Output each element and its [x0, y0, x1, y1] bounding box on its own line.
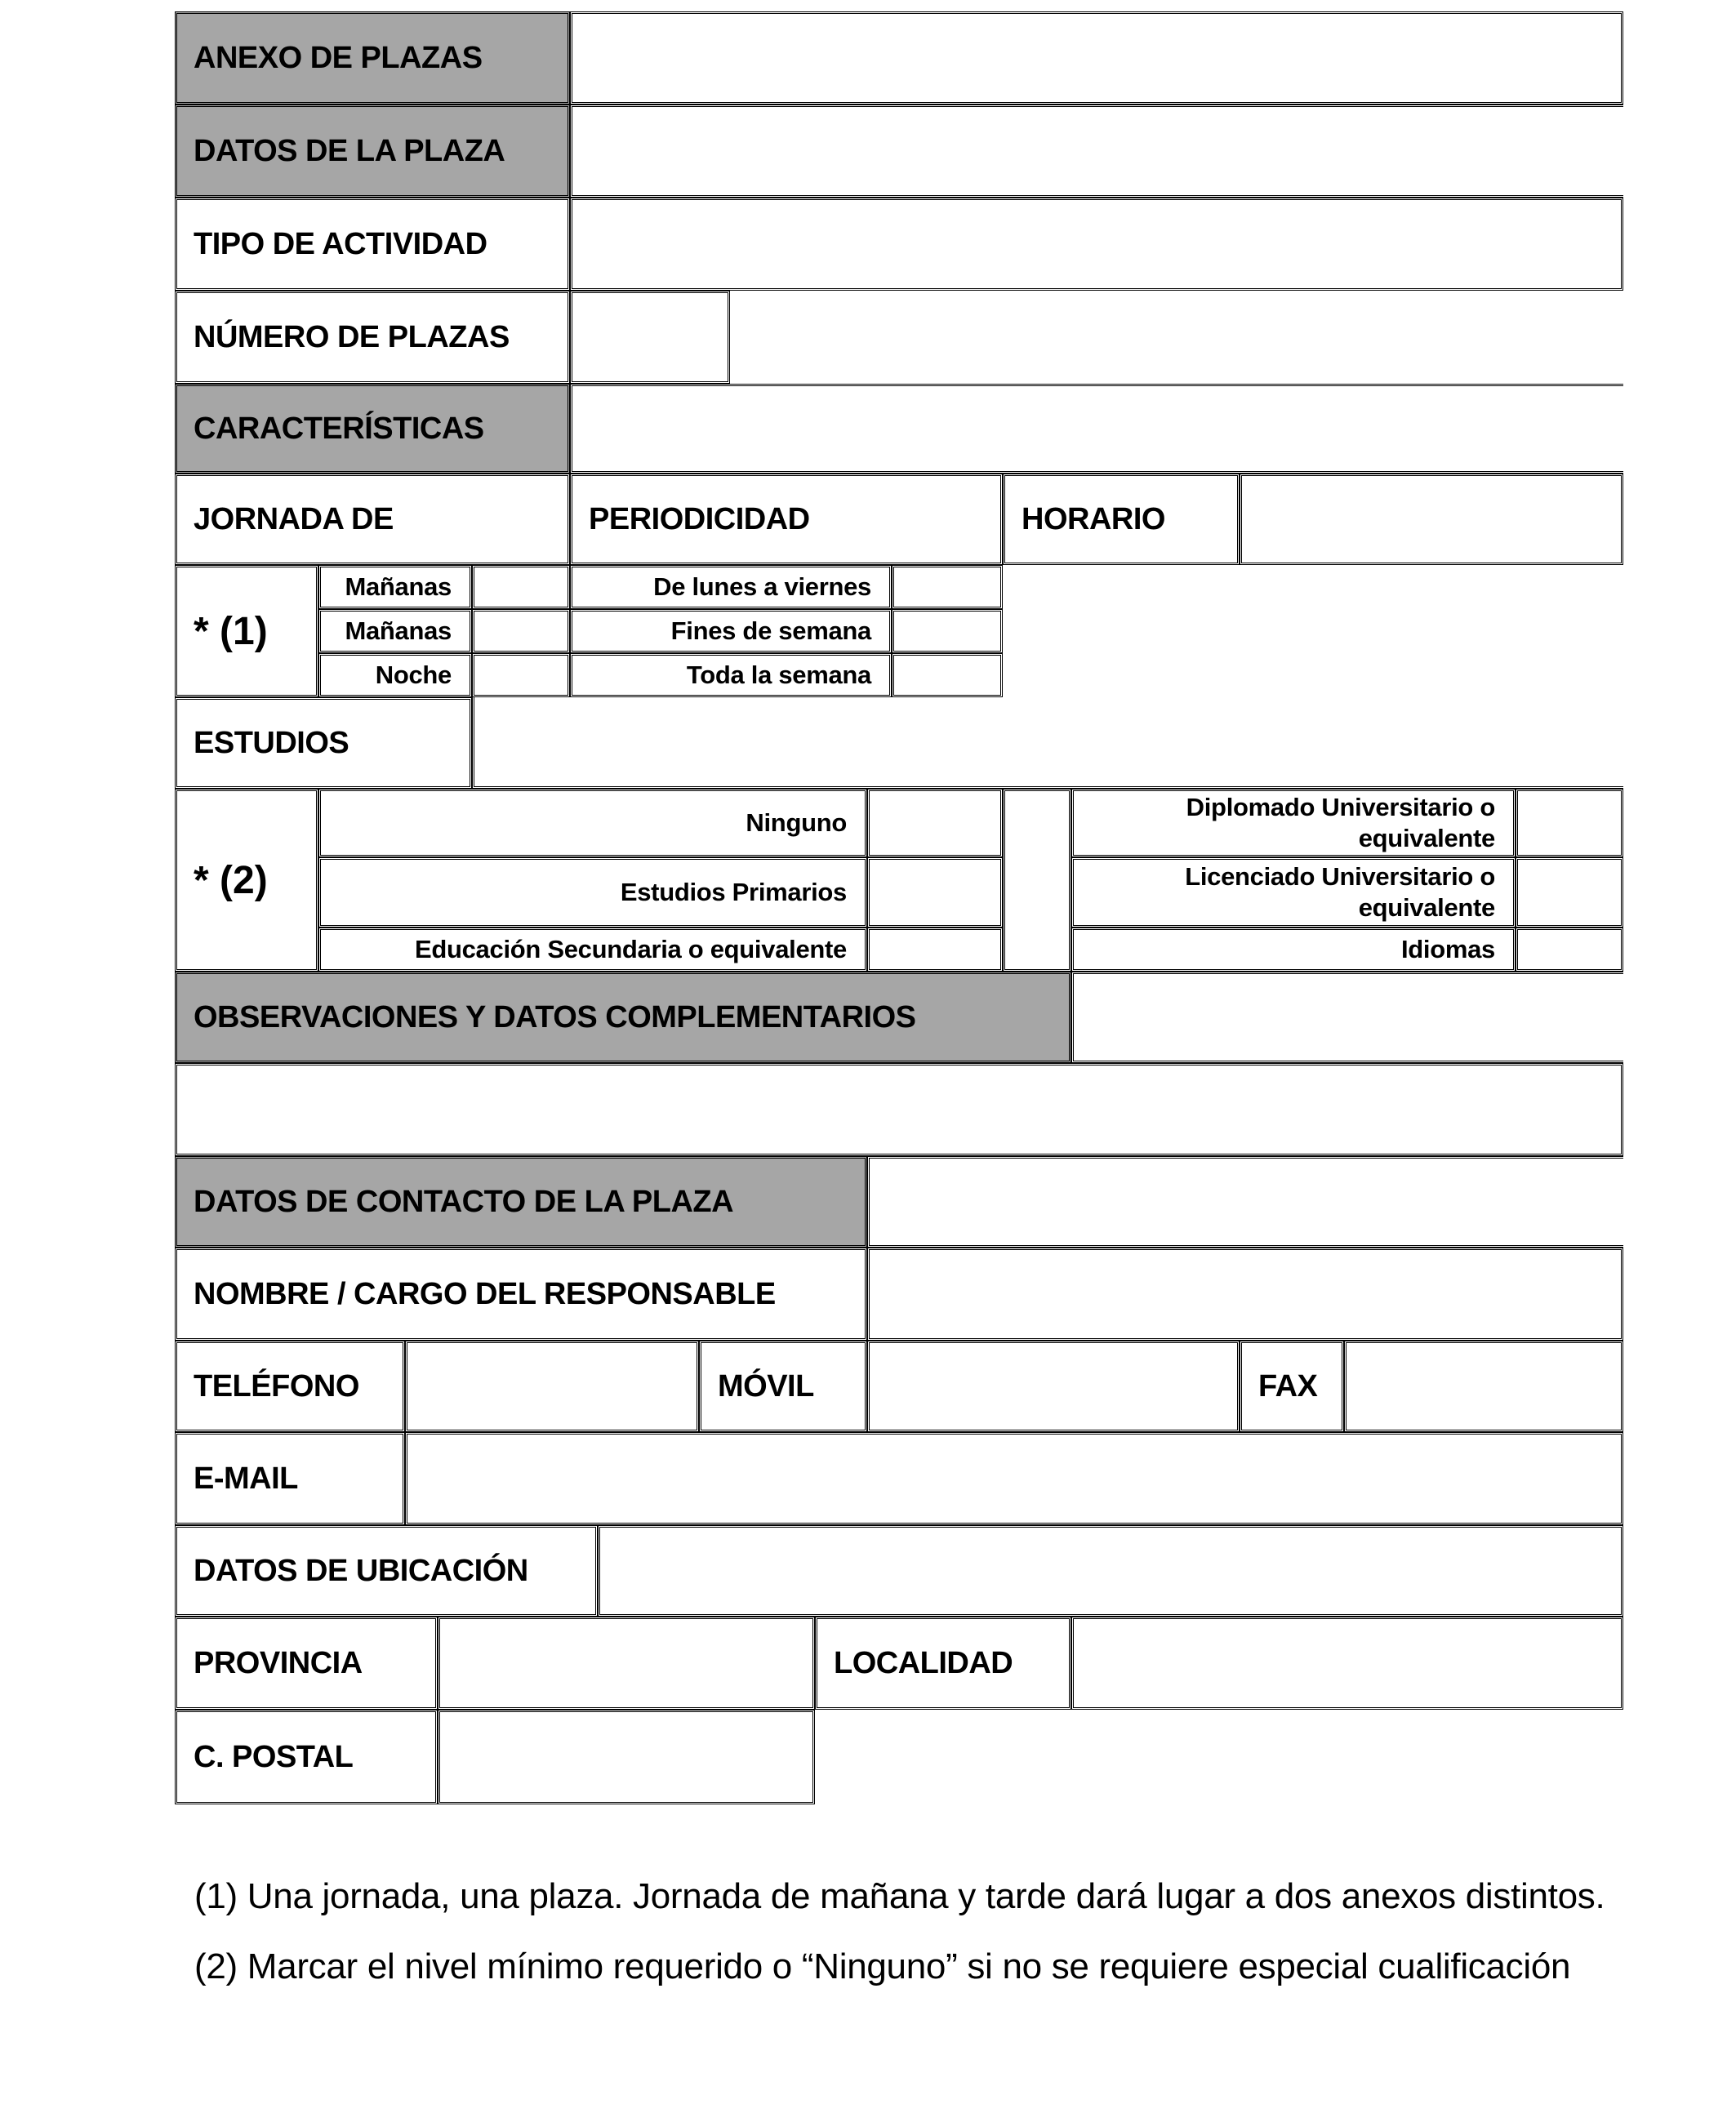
estudios-diplomado-checkbox[interactable] — [1516, 789, 1623, 857]
estudios-secundaria-checkbox[interactable] — [867, 928, 1003, 972]
footnote-1: (1) Una jornada, una plaza. Jornada de mañana y tarde dará lugar a dos anexos distintos. — [194, 1876, 1605, 1916]
estudios-ninguno-checkbox[interactable] — [867, 789, 1003, 857]
estudios-option-label: Educación Secundaria o equivalente — [318, 928, 867, 972]
movil-field[interactable] — [867, 1341, 1240, 1432]
estudios-primarios-checkbox[interactable] — [867, 857, 1003, 928]
movil-label: MÓVIL — [699, 1341, 867, 1432]
observaciones-header: OBSERVACIONES Y DATOS COMPLEMENTARIOS — [175, 972, 1071, 1063]
observaciones-field[interactable] — [175, 1063, 1623, 1156]
tipo-actividad-field[interactable] — [570, 198, 1623, 291]
datos-contacto-header: DATOS DE CONTACTO DE LA PLAZA — [175, 1156, 867, 1248]
nombre-cargo-field[interactable] — [867, 1248, 1623, 1341]
datos-contacto-blank — [867, 1156, 1623, 1248]
periodicidad-label: PERIODICIDAD — [570, 474, 1003, 565]
email-label: E-MAIL — [175, 1432, 405, 1525]
jornada-option-label: Mañanas — [318, 565, 472, 609]
fax-label: FAX — [1240, 1341, 1344, 1432]
estudios-option-label: Estudios Primarios — [318, 857, 867, 928]
periodicidad-option-label: De lunes a viernes — [570, 565, 892, 609]
telefono-field[interactable] — [405, 1341, 699, 1432]
tipo-actividad-label: TIPO DE ACTIVIDAD — [175, 198, 570, 291]
anexo-plazas-field[interactable] — [570, 11, 1623, 105]
periodicidad-lunes-viernes-checkbox[interactable] — [892, 565, 1003, 609]
horario-field[interactable] — [1240, 474, 1623, 565]
caracteristicas-blank — [570, 384, 1623, 474]
estudios-label: ESTUDIOS — [175, 697, 472, 789]
estudios-option-label: Licenciado Universitario o equivalente — [1071, 857, 1516, 928]
localidad-field[interactable] — [1071, 1617, 1623, 1710]
jornada-noche-checkbox[interactable] — [472, 653, 570, 697]
fax-field[interactable] — [1344, 1341, 1623, 1432]
c-postal-label: C. POSTAL — [175, 1710, 438, 1804]
periodicidad-option-label: Toda la semana — [570, 653, 892, 697]
localidad-label: LOCALIDAD — [815, 1617, 1071, 1710]
email-field[interactable] — [405, 1432, 1623, 1525]
provincia-label: PROVINCIA — [175, 1617, 438, 1710]
footnote-2: (2) Marcar el nivel mínimo requerido o “Ninguno” si no se requiere especial cualificación — [194, 1946, 1571, 1986]
estudios-idiomas-checkbox[interactable] — [1516, 928, 1623, 972]
jornada-manana-checkbox-2[interactable] — [472, 609, 570, 653]
periodicidad-option-label: Fines de semana — [570, 609, 892, 653]
observaciones-blank — [1071, 972, 1623, 1063]
provincia-field[interactable] — [438, 1617, 815, 1710]
estudios-option-label: Ninguno — [318, 789, 867, 857]
horario-label: HORARIO — [1003, 474, 1240, 565]
telefono-label: TELÉFONO — [175, 1341, 405, 1432]
estudios-separator — [1003, 789, 1071, 972]
estudios-option-label: Diplomado Universitario o equivalente — [1071, 789, 1516, 857]
anexo-plazas-label: ANEXO DE PLAZAS — [175, 11, 570, 105]
estudios-blank — [472, 697, 1623, 789]
marker-2: * (2) — [175, 789, 318, 972]
estudios-option-label: Idiomas — [1071, 928, 1516, 972]
numero-plazas-field[interactable] — [570, 291, 730, 384]
periodicidad-toda-semana-checkbox[interactable] — [892, 653, 1003, 697]
jornada-de-label: JORNADA DE — [175, 474, 570, 565]
datos-ubicacion-field[interactable] — [598, 1525, 1623, 1617]
jornada-option-label: Noche — [318, 653, 472, 697]
numero-plazas-label: NÚMERO DE PLAZAS — [175, 291, 570, 384]
datos-plaza-blank — [570, 105, 1623, 198]
periodicidad-fines-semana-checkbox[interactable] — [892, 609, 1003, 653]
jornada-option-label: Mañanas — [318, 609, 472, 653]
c-postal-field[interactable] — [438, 1710, 815, 1804]
estudios-licenciado-checkbox[interactable] — [1516, 857, 1623, 928]
marker-1: * (1) — [175, 565, 318, 697]
nombre-cargo-label: NOMBRE / CARGO DEL RESPONSABLE — [175, 1248, 867, 1341]
datos-ubicacion-label: DATOS DE UBICACIÓN — [175, 1525, 598, 1617]
jornada-manana-checkbox-1[interactable] — [472, 565, 570, 609]
datos-plaza-header: DATOS DE LA PLAZA — [175, 105, 570, 198]
caracteristicas-header: CARACTERÍSTICAS — [175, 384, 570, 474]
